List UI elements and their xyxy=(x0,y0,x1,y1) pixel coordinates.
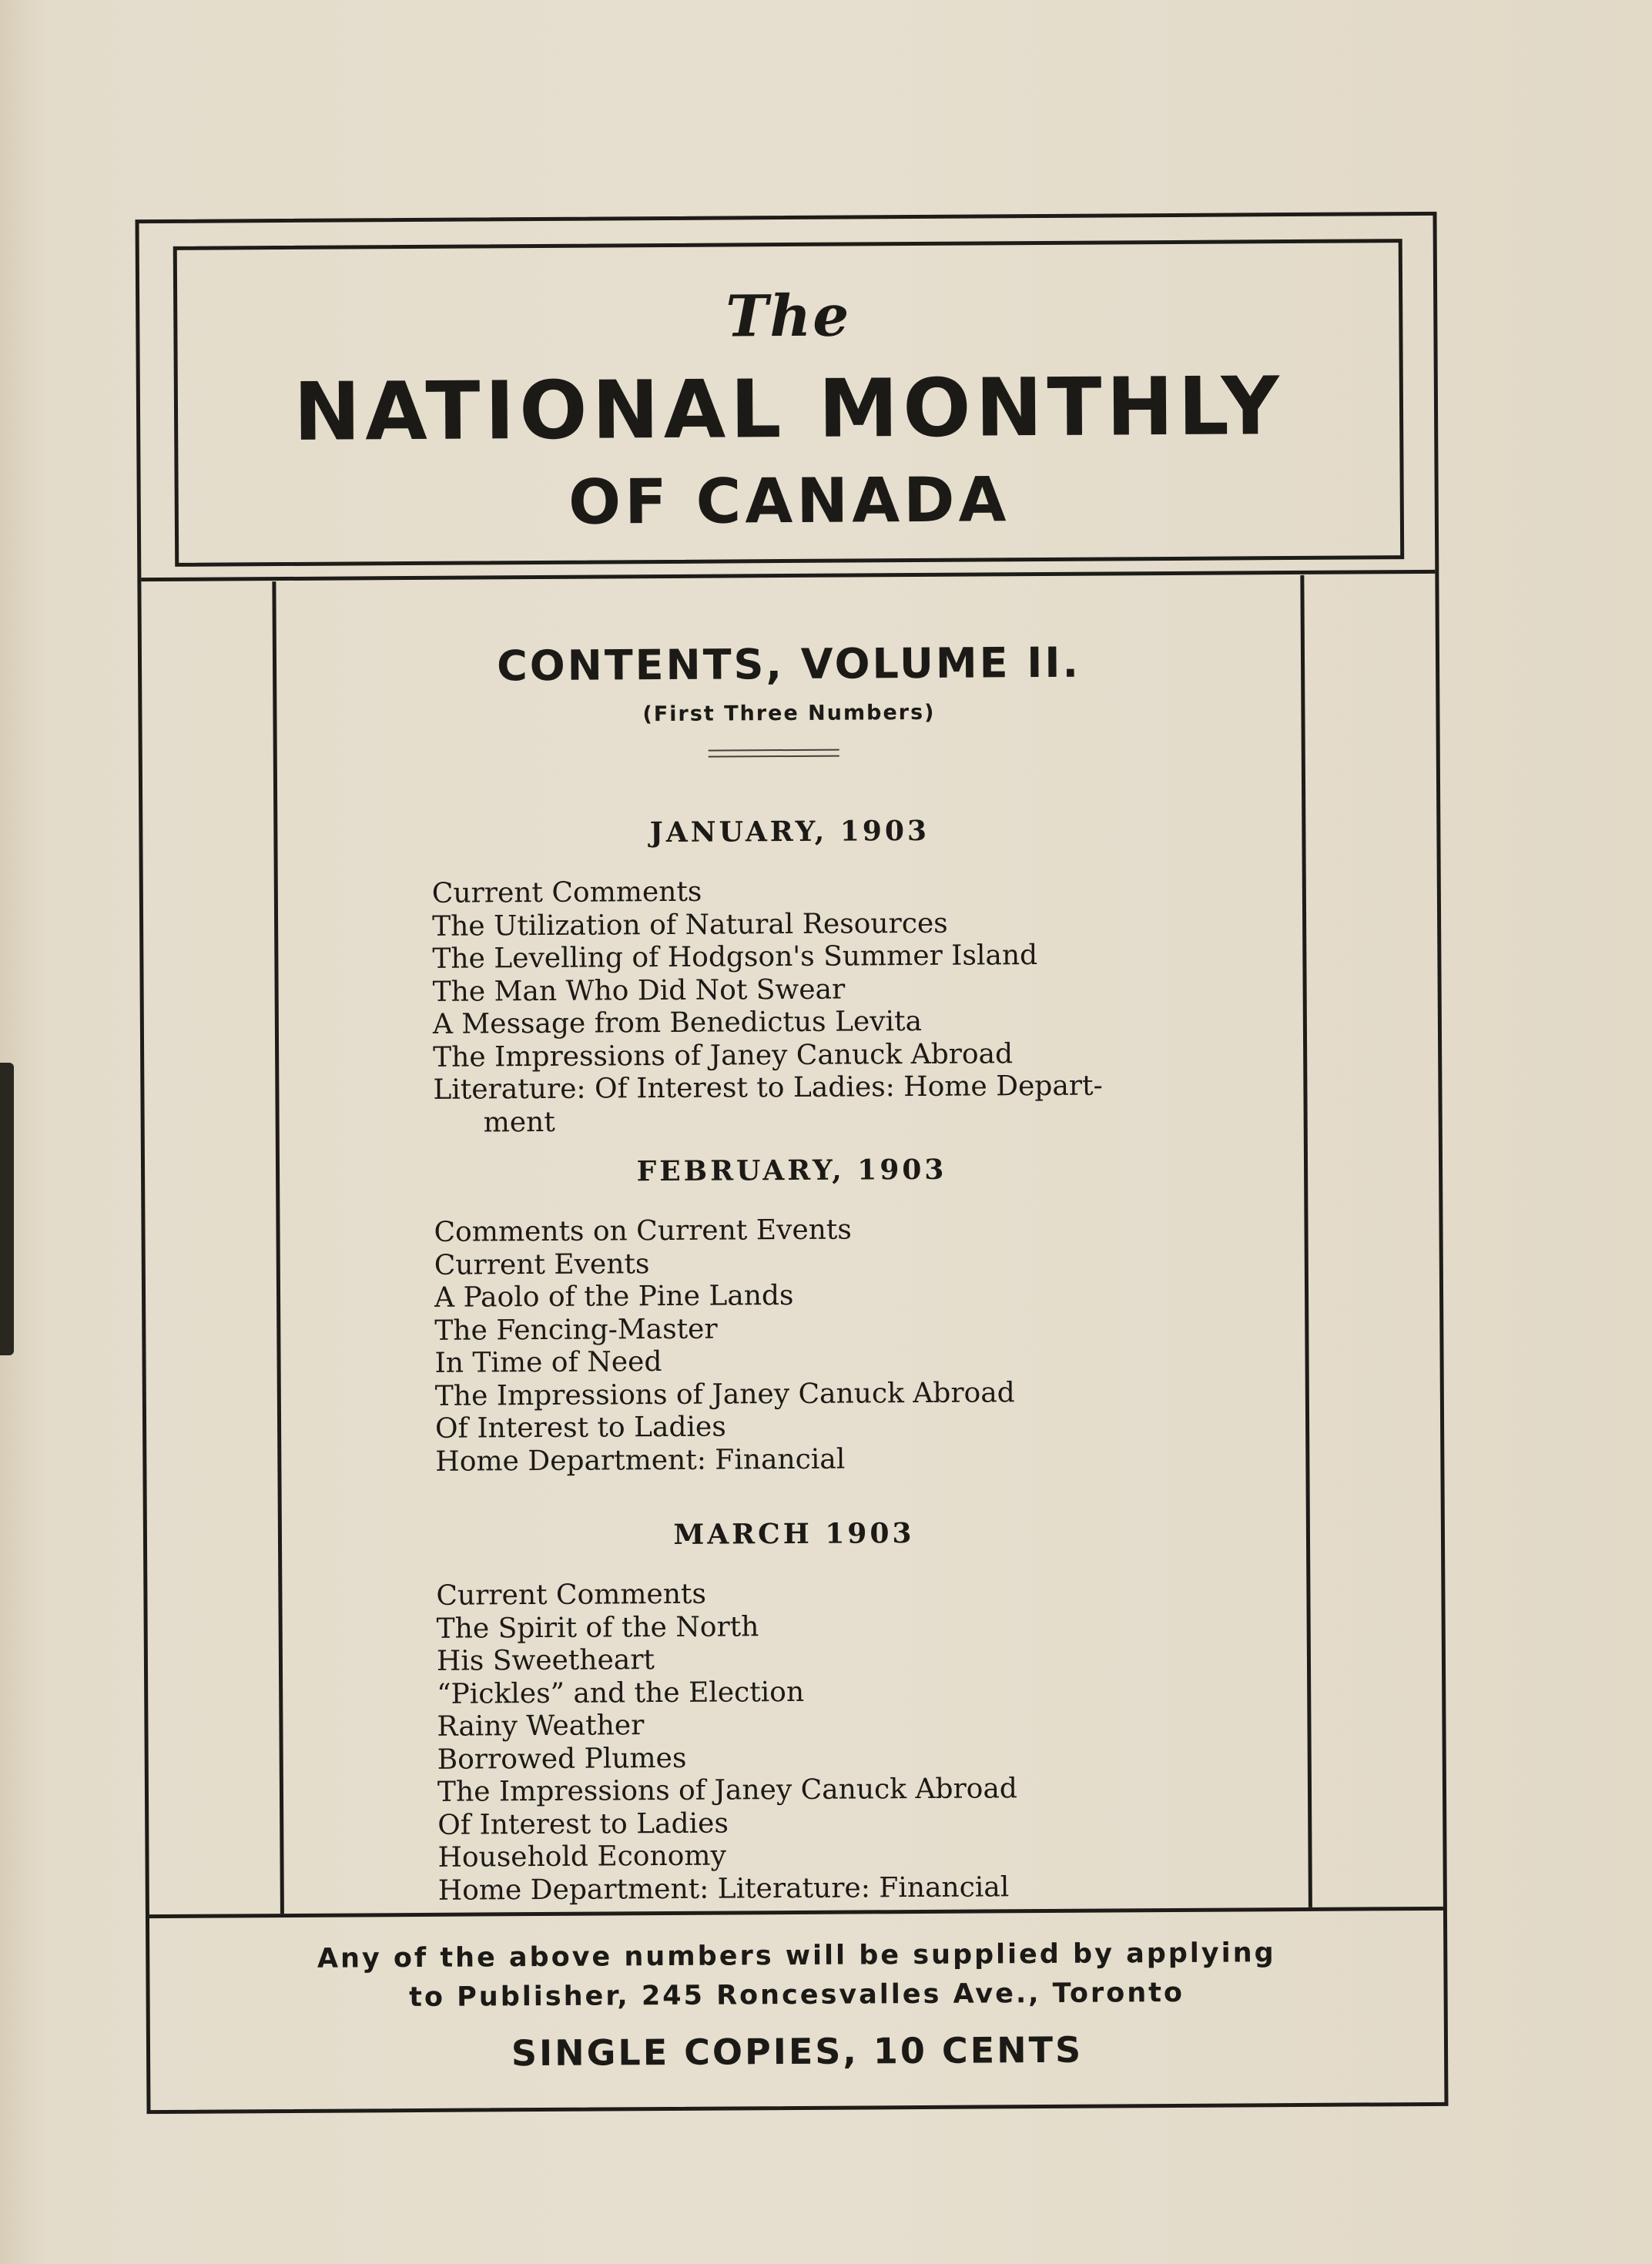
january-article-list xyxy=(432,874,1103,1140)
list-item: Of Interest to Ladies xyxy=(434,1411,726,1445)
masthead-box xyxy=(173,239,1405,567)
list-item: Household Economy xyxy=(437,1840,726,1874)
list-item: The Impressions of Janey Canuck Abroad xyxy=(434,1376,1015,1412)
month-heading-march: MARCH 1903 xyxy=(673,1517,915,1551)
month-heading-february: FEBRUARY, 1903 xyxy=(636,1153,947,1188)
list-item: A Paolo of the Pine Lands xyxy=(434,1279,794,1314)
march-article-list xyxy=(436,1576,1018,1907)
list-item: The Impressions of Janey Canuck Abroad xyxy=(433,1037,1014,1073)
list-item: Current Events xyxy=(434,1248,650,1281)
footer-notice-line1: Any of the above numbers will be supplied by applying xyxy=(317,1937,1276,1974)
list-item: The Fencing-Master xyxy=(434,1313,718,1347)
month-heading-january: JANUARY, 1903 xyxy=(649,814,930,849)
masthead-title: NATIONAL MONTHLY xyxy=(293,359,1285,459)
contents-subheading: (First Three Numbers) xyxy=(642,700,936,727)
list-item: A Message from Benedictus Levita xyxy=(432,1005,923,1040)
february-article-list xyxy=(434,1213,1015,1479)
list-item: Of Interest to Ladies xyxy=(437,1807,729,1841)
list-item: Current Comments xyxy=(436,1578,707,1612)
list-item: The Spirit of the North xyxy=(436,1610,759,1645)
list-item: The Man Who Did Not Swear xyxy=(432,973,846,1008)
masthead-the: The xyxy=(725,283,851,350)
contents-heading: CONTENTS, VOLUME II. xyxy=(496,638,1081,691)
list-item: Home Department: Literature: Financial xyxy=(437,1870,1010,1907)
list-item: The Utilization of Natural Resources xyxy=(431,907,948,943)
footer-price: SINGLE COPIES, 10 CENTS xyxy=(511,2028,1084,2075)
list-item: The Levelling of Hodgson's Summer Island xyxy=(432,939,1038,975)
contents-column xyxy=(272,575,1312,1914)
list-item: Comments on Current Events xyxy=(434,1214,852,1248)
list-item: Literature: Of Interest to Ladies: Home Depart- xyxy=(433,1070,1103,1106)
list-item: The Impressions of Janey Canuck Abroad xyxy=(437,1773,1018,1808)
binding-edge xyxy=(0,1063,14,1355)
page-border-frame xyxy=(136,212,1449,2114)
footer-notice-line2: to Publisher, 245 Roncesvalles Ave., Toronto xyxy=(409,1977,1185,2014)
list-item: Current Comments xyxy=(431,876,702,909)
ornamental-rule xyxy=(709,749,839,758)
masthead-subtitle: OF CANADA xyxy=(568,464,1010,538)
list-item: Rainy Weather xyxy=(437,1710,645,1743)
list-item: Borrowed Plumes xyxy=(437,1742,687,1776)
list-item: Home Department: Financial xyxy=(435,1443,846,1478)
list-item: “Pickles” and the Election xyxy=(437,1676,805,1710)
list-item: His Sweetheart xyxy=(436,1644,655,1677)
list-item: ment xyxy=(483,1106,555,1138)
list-item: In Time of Need xyxy=(434,1346,662,1379)
